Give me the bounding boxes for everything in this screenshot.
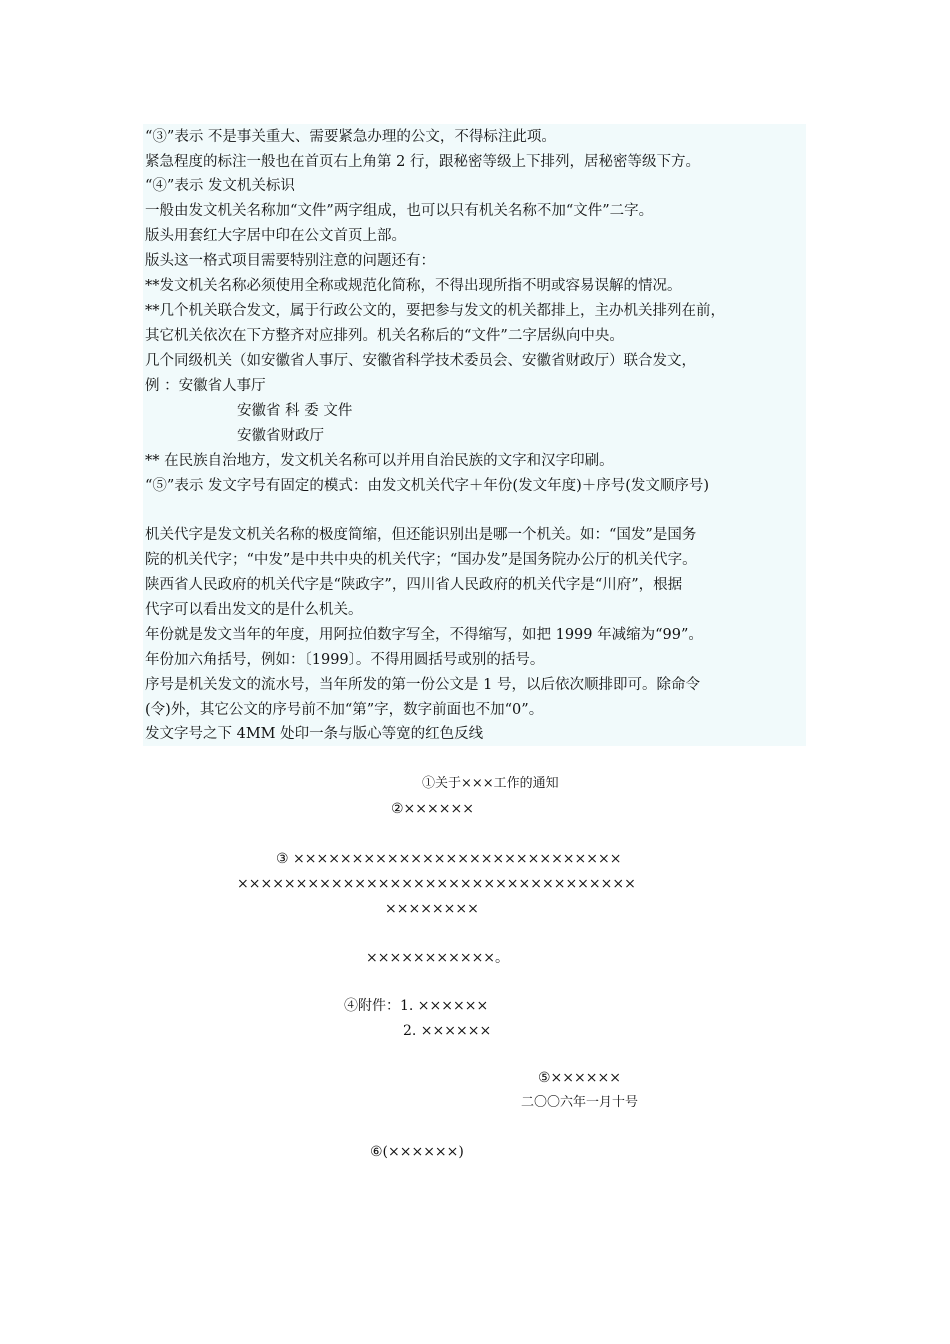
text-line: **发文机关名称必须使用全称或规范化简称，不得出现所指不明或容易误解的情况。 [145, 278, 682, 294]
text-line: 版头这一格式项目需要特别注意的问题还有： [145, 253, 435, 269]
example-line: 例 ：安徽省人事厅 [145, 378, 266, 394]
text-line: 陕西省人民政府的机关代字是“陕政字”，四川省人民政府的机关代字是“川府”，根据 [145, 577, 683, 593]
sample-recipient: ②×××××× [391, 801, 474, 817]
sample-date: 二〇〇六年一月十号 [521, 1095, 639, 1110]
text-line: (令)外，其它公文的序号前不加“第”字，数字前面也不加“0”。 [145, 702, 544, 718]
text-line: ** 在民族自治地方，发文机关名称可以并用自治民族的文字和汉字印刷。 [145, 453, 614, 469]
sample-body-end: ×××××××××××。 [366, 950, 510, 966]
sample-attachment: ④附件：1. ×××××× [344, 998, 489, 1014]
example-line: 安徽省财政厅 [237, 428, 324, 444]
text-line: 代字可以看出发文的是什么机关。 [145, 602, 363, 618]
sample-body-line: ③ ×××××××××××××××××××××××××××× [276, 851, 622, 867]
text-line: 一般由发文机关名称加“文件”两字组成，也可以只有机关名称不加“文件”二字。 [145, 203, 654, 219]
section-heading: “⑤”表示 发文字号有固定的模式：由发文机关代字＋年份(发文年度)＋序号(发文顺序号) [145, 478, 710, 494]
example-line: 安徽省 科 委 文件 [237, 403, 353, 419]
text-line: 其它机关依次在下方整齐对应排列。机关名称后的“文件”二字居纵向中央。 [145, 328, 624, 344]
sample-notes: ⑥(××××××) [370, 1144, 464, 1160]
text-line: 年份就是发文当年的年度，用阿拉伯数字写全，不得缩写，如把 1999 年减缩为“99”。 [145, 627, 703, 643]
text-line: “③”表示 不是事关重大、需要紧急办理的公文，不得标注此项。 [145, 129, 556, 145]
section-heading: “④”表示 发文机关标识 [145, 178, 295, 194]
text-line: **几个机关联合发文，属于行政公文的，要把参与发文的机关都排上，主办机关排列在前， [145, 303, 725, 319]
sample-title: ①关于×××工作的通知 [422, 776, 559, 791]
text-line: 几个同级机关（如安徽省人事厅、安徽省科学技术委员会、安徽省财政厅）联合发文， [145, 353, 696, 369]
sample-attachment: 2. ×××××× [403, 1023, 492, 1039]
sample-body-line: ×××××××××××××××××××××××××××××××××× [237, 876, 636, 892]
text-line: 年份加六角括号，例如：〔1999〕。不得用圆括号或别的括号。 [145, 652, 545, 668]
text-line: 版头用套红大字居中印在公文首页上部。 [145, 228, 406, 244]
sample-body-line: ×××××××× [385, 901, 479, 917]
text-line: 院的机关代字；“中发”是中共中央的机关代字；“国办发”是国务院办公厅的机关代字。 [145, 552, 697, 568]
text-line: 发文字号之下 4MM 处印一条与版心等宽的红色反线 [145, 726, 484, 742]
text-line: 序号是机关发文的流水号，当年所发的第一份公文是 1 号，以后依次顺排即可。除命令 [145, 677, 700, 693]
text-line: 紧急程度的标注一般也在首页右上角第 2 行，跟秘密等级上下排列，居秘密等级下方。 [145, 154, 700, 170]
sample-issuer: ⑤×××××× [538, 1070, 621, 1086]
text-line: 机关代字是发文机关名称的极度简缩，但还能识别出是哪一个机关。如：“国发”是国务 [145, 527, 697, 543]
